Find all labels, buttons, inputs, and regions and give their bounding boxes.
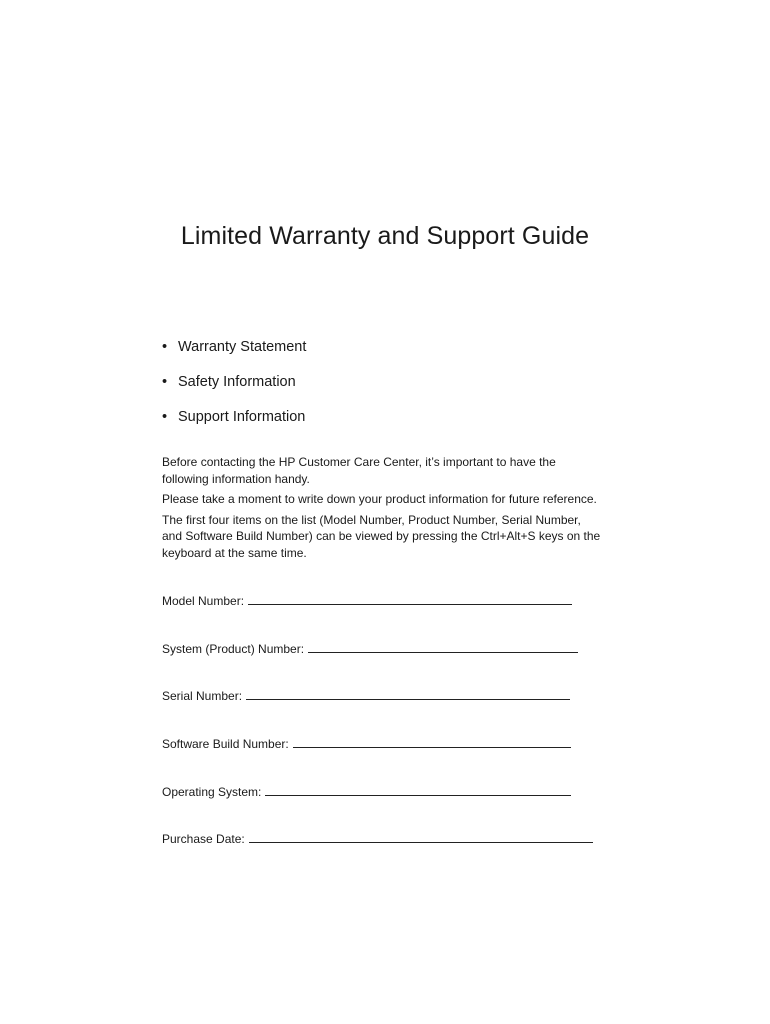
field-label: Operating System: <box>162 785 262 799</box>
software-build-number-field <box>162 735 571 752</box>
software-build-number-line[interactable] <box>293 735 571 748</box>
field-label: Model Number: <box>162 594 245 608</box>
topic-list <box>162 336 306 441</box>
document-title: Limited Warranty and Support Guide <box>180 222 590 250</box>
field-label: Serial Number: <box>162 689 243 703</box>
topic-list-item <box>162 371 306 406</box>
topic-label: Warranty Statement <box>178 339 307 355</box>
bullet-icon: • <box>162 374 168 390</box>
topic-list-item <box>162 406 306 441</box>
topic-label: Safety Information <box>178 374 296 390</box>
field-label: Purchase Date: <box>162 832 245 846</box>
shortcut-paragraph: The first four items on the list (Model Number, Product Number, Serial Number, and Software Build Number) can be viewed by pressing the Ctrl+Alt+S keys on the keyboard at the same time. <box>162 512 601 560</box>
purchase-date-line[interactable] <box>249 830 593 843</box>
serial-number-line[interactable] <box>246 687 570 700</box>
bullet-icon: • <box>162 339 168 355</box>
field-label: Software Build Number: <box>162 737 289 751</box>
note-paragraph: Please take a moment to write down your product information for future reference. <box>162 492 597 506</box>
bullet-icon: • <box>162 409 168 425</box>
topic-label: Support Information <box>178 409 306 425</box>
model-number-field <box>162 592 572 609</box>
serial-number-field <box>162 687 570 704</box>
operating-system-line[interactable] <box>265 783 571 796</box>
system-product-number-line[interactable] <box>308 640 578 653</box>
purchase-date-field <box>162 830 593 847</box>
intro-paragraph: Before contacting the HP Customer Care Center, it’s important to have the following information handy. <box>162 455 556 486</box>
system-product-number-field <box>162 640 578 657</box>
model-number-line[interactable] <box>248 592 572 605</box>
instructions <box>162 454 602 565</box>
topic-list-item <box>162 336 306 371</box>
operating-system-field <box>162 783 571 800</box>
field-label: System (Product) Number: <box>162 642 305 656</box>
